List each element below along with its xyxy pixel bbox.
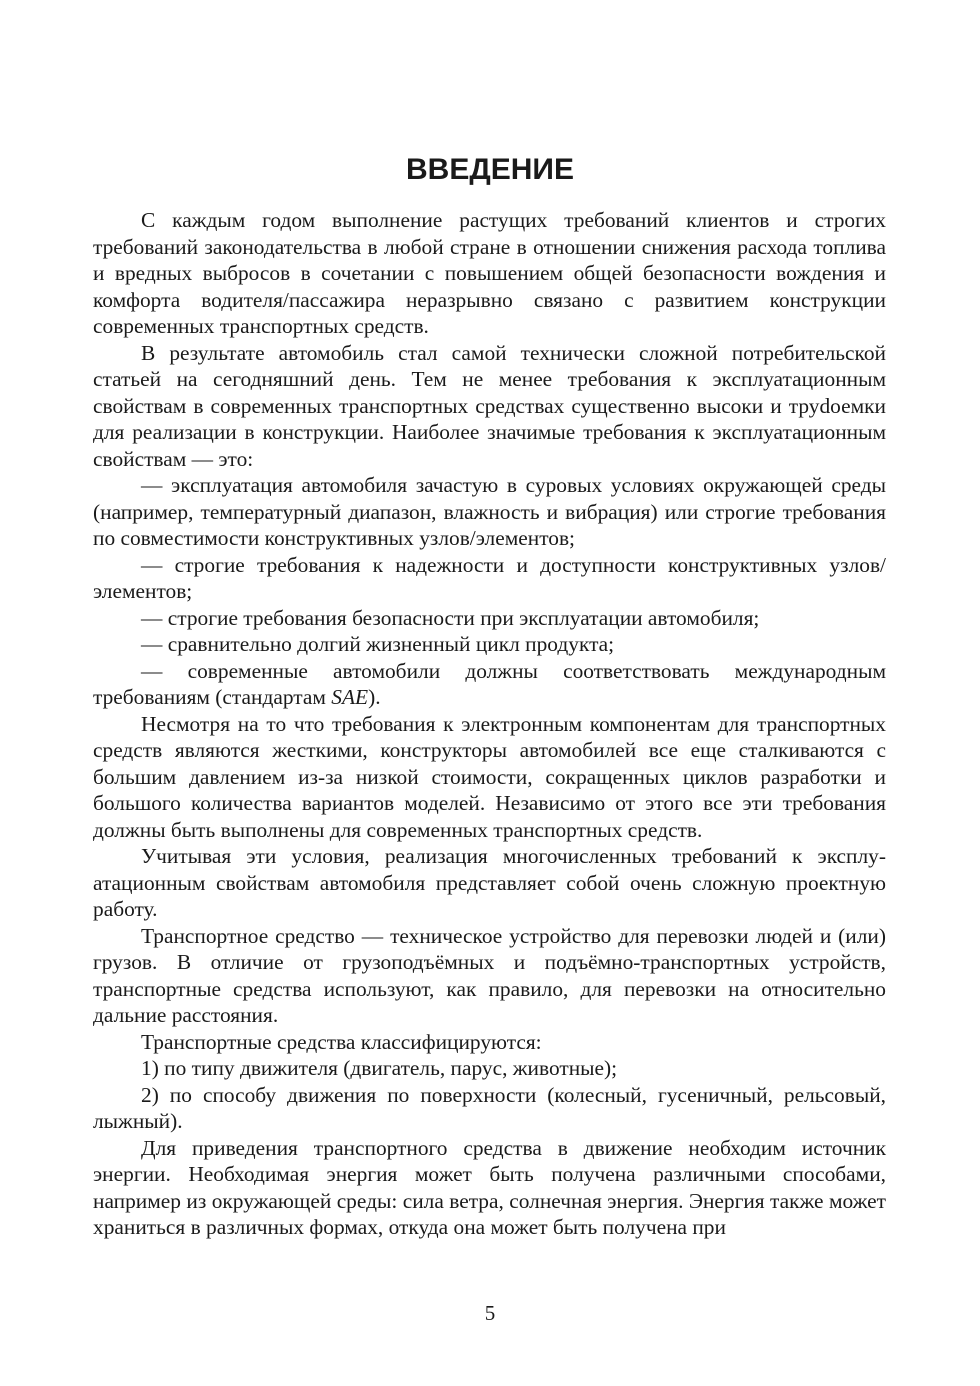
list-item-standards (93, 658, 886, 711)
standards-text-after: ). (368, 685, 381, 709)
paragraph-intro: С каждым годом выполнение растущих требований клиентов и строгих требований законодательства в любой стране в отношении снижения расхода топлива и вредных выбросов в сочетании с повышением общей безопасности вождения и комфорта водителя/пассажира неразрывно связано с развитием конструкции современных транспортных средств. (93, 208, 886, 338)
body-text (93, 207, 886, 1241)
standards-text-before: — современные автомобили должны соответствовать международным требованиям (стандартам (93, 658, 886, 709)
paragraph-energy: Для приведения транспортного средства в движение необходим источник энергии. Необходимая энергия может быть получена различными способами, например из окружающей среды: сила ветра, солнечная энергия. Энергия также может храниться в различных формах, откуда она может быть получена при (93, 1135, 886, 1239)
paragraph-classification: Транспортные средства классифицируются: (141, 1029, 542, 1054)
list-item-reliability: — строгие требования к надежности и доступности конструктивных узлов/элементов; (93, 552, 886, 603)
page-title: ВВЕДЕНИЕ (406, 153, 574, 186)
list-item-life-cycle: — сравнительно долгий жизненный цикл продукта; (141, 632, 615, 656)
paragraph-conditions: Учитывая эти условия, реализация многочисленных требований к эксплуатационным свойствам автомобиля представляет собой очень сложную проектную работу. (93, 844, 886, 921)
paragraph-vehicle-definition: Транспортное средство — техническое устройство для перевозки людей и (или) грузов. В отличие от грузоподъёмных и подъёмно-транспортных устройств, транспортные средства используют, как правило, для перевозки на относительно дальние расстояния. (93, 923, 886, 1027)
list-item-operating-conditions: — эксплуатация автомобиля зачастую в суровых условиях окружающей среды (например, температурный диапазон, влажность и вибрация) или строгие требования по совместимости конструктивных узлов/элементов; (93, 473, 886, 550)
paragraph-electronics: Несмотря на то что требования к электронным компонентам для транспортных средств являются жесткими, конструкторы автомобилей все еще сталкиваются с большим давлением из-за низкой стоимости, сокращенных циклов разработки и большого количества вариантов моделей. Независимо от этого все эти требования должны быть выполнены для современных транспортных средств. (93, 711, 886, 842)
paragraph-result: В результате автомобиль стал самой технически сложной потребительской статьей на сегодняшний день. Тем не менее требования к эксплуатационным свойствам в современных транспортных средствах существенно высоки и труdоемки для реализации в конструкции. Наиболее значимые требования к эксплуатационным свойствам — это: (93, 340, 886, 471)
sae-abbreviation: SAE (331, 685, 369, 709)
list-item-safety: — строгие требования безопасности при эксплуатации автомобиля; (141, 605, 760, 630)
list-item-movement: 2) по способу движения по поверхности (колесный, гусеничный, рельсовый, лыжный). (93, 1082, 886, 1133)
page-number: 5 (484, 1301, 496, 1325)
list-item-propulsion: 1) по типу движителя (двигатель, парус, животные); (141, 1056, 618, 1080)
